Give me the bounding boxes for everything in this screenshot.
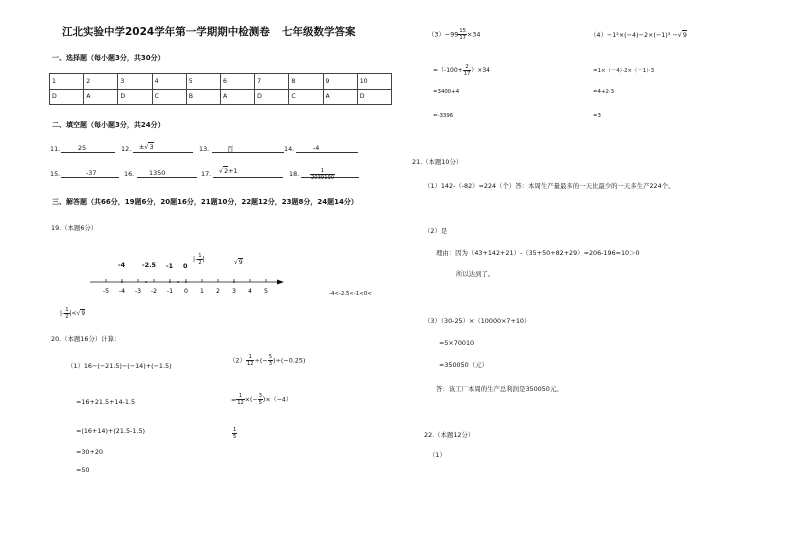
q20-p4-step: =1×（－4）·2×（－1）·3	[593, 68, 655, 74]
fraction-denominator: 2	[65, 314, 69, 320]
fraction-numerator: 15	[459, 28, 466, 34]
q20-p3-label: （3）−99	[428, 30, 459, 39]
fraction-numerator: 5	[268, 354, 272, 360]
fill-item-14-number: 14.	[284, 145, 295, 153]
q20-p2-label: （2）	[229, 356, 246, 365]
q21-p3-label: （3）（30-25）×（10000×7+10）	[424, 317, 531, 325]
q20-p3-step: =-3396	[433, 113, 454, 119]
q19-sqrt-compare	[60, 307, 85, 320]
fill-item-12-number: 12.	[121, 145, 132, 153]
fraction-denominator: 2	[198, 260, 202, 266]
answer-blank	[137, 177, 197, 178]
answer-table-number-row	[50, 74, 392, 90]
sqrt-symbol-icon: √	[677, 31, 682, 39]
sqrt-symbol-icon: √	[76, 310, 81, 317]
sqrt-symbol-icon: √	[144, 143, 149, 151]
number-line-tick-label: -2	[150, 288, 158, 295]
table-cell: D	[118, 89, 152, 105]
q22-p1-label: （1）	[429, 451, 446, 459]
q21-p3-answer: 答：该工厂本周的生产总利润是350050元。	[436, 385, 563, 393]
abs-open: |-	[193, 256, 198, 263]
q20-p1-step: =16+21.5+14-1.5	[76, 398, 136, 406]
table-cell: 2	[84, 74, 118, 90]
number-line-tick-label: -1	[166, 288, 174, 295]
radicand: 2	[224, 167, 229, 175]
fraction	[310, 168, 335, 181]
table-cell: 1	[50, 74, 84, 90]
answer-table-answer-row	[50, 89, 392, 105]
number-line-tick-label: -5	[102, 288, 110, 295]
fill-item-15-answer: -37	[86, 169, 97, 177]
section3-heading: 三、解答题（共66分，19题6分，20题16分，21题10分，22题12分，23题8分，24题14分）	[52, 198, 358, 206]
table-cell: D	[50, 89, 84, 105]
arrow-right-icon	[277, 280, 284, 285]
q22-heading: 22.（本题12分）	[424, 431, 475, 439]
fill-item-16-number: 16.	[124, 170, 135, 178]
answer-blank	[61, 177, 119, 178]
fraction-denominator: 17	[463, 71, 471, 77]
fraction	[232, 427, 237, 440]
q20-p1-step: =30+20	[76, 448, 103, 456]
q20-heading: 20.（本题16分）计算：	[51, 335, 121, 343]
fraction-numerator: 1	[233, 427, 237, 433]
answer-table	[49, 73, 392, 105]
fill-item-13-number: 13.	[199, 145, 210, 153]
expression-head: =（-100+	[433, 67, 463, 74]
fraction-denominator: 2039190	[311, 175, 335, 181]
q20-p2-step	[231, 393, 292, 406]
fill-item-18-number: 18.	[289, 170, 300, 178]
radicand: 9	[81, 310, 86, 317]
paren-open: (−	[259, 356, 268, 365]
sqrt-symbol-icon: √	[219, 167, 224, 175]
fraction-denominator: 5	[258, 400, 262, 406]
plus-minus-sign: ±	[139, 143, 145, 151]
abs-close: |<	[69, 310, 77, 317]
fill-item-16-answer: 1350	[149, 169, 166, 177]
q20-p4-step: =3	[593, 113, 601, 119]
fraction-denominator: 3	[268, 361, 272, 367]
expression-middle: ×(−	[244, 396, 258, 404]
fraction-numerator: 1	[236, 393, 245, 400]
q20-p4-expression	[590, 30, 687, 39]
table-cell: 8	[289, 74, 323, 90]
number-line-tick-label: 3	[232, 288, 236, 295]
number-line-tick-label: -3	[134, 288, 142, 295]
q21-p3-step: =350050（元）	[439, 361, 488, 369]
sqrt-symbol-icon: √	[234, 259, 238, 266]
equals: =	[231, 396, 237, 404]
table-cell: 9	[323, 74, 357, 90]
fraction	[463, 64, 472, 77]
q20-p1-step: =(16+14)+(21.5-1.5)	[76, 427, 145, 435]
fraction	[236, 393, 245, 406]
abs-open: |-	[60, 310, 65, 317]
answer-suffix: +1	[228, 167, 238, 175]
number-line	[90, 270, 285, 300]
fraction-denominator: 12	[237, 400, 244, 406]
number-line-point	[177, 281, 179, 283]
number-line-point	[185, 281, 187, 283]
expression-tail: ÷(−0.25)	[275, 356, 306, 365]
q20-p4-label: （4）−1²×(−4)−2×(−1)³ −	[590, 31, 678, 39]
table-cell: C	[289, 89, 323, 105]
table-cell: 6	[220, 74, 254, 90]
radicand: 9	[682, 31, 687, 39]
table-cell: D	[255, 89, 289, 105]
point-label: -1	[166, 262, 174, 270]
point-label: 0	[183, 262, 188, 270]
number-line-point	[121, 281, 123, 283]
table-cell: A	[323, 89, 357, 105]
fraction-numerator: 1	[65, 307, 69, 313]
radicand: 3	[149, 143, 154, 151]
section2-heading: 二、填空题（每小题3分，共24分）	[52, 121, 165, 129]
expression-tail: ）×34	[471, 67, 490, 74]
table-cell: 10	[357, 74, 391, 90]
fraction-denominator: 5	[233, 434, 237, 440]
fill-item-11-answer: 25	[78, 144, 87, 152]
radicand: 9	[238, 259, 243, 266]
answer-blank	[61, 152, 115, 153]
fraction	[458, 28, 467, 41]
q21-p2-label: （2）是	[424, 227, 448, 235]
q20-p1-label: （1）16−(−21.5)−(−14)+(−1.5)	[67, 362, 172, 370]
q21-p2-reason: 理由：因为（43+142+21）-（35+50+82+29）=206-196=10＞0	[436, 249, 640, 257]
fill-item-17-number: 17.	[201, 170, 212, 178]
q21-p2-conclusion: 所以达到了。	[456, 270, 495, 278]
fill-item-12-answer	[139, 143, 154, 151]
answer-blank	[296, 152, 358, 153]
fill-item-13-answer: 百	[227, 145, 234, 153]
expression-tail: ×34	[466, 30, 481, 39]
table-cell: B	[186, 89, 220, 105]
point-label: -2.5	[142, 261, 156, 269]
point-label-abs-half	[193, 253, 205, 266]
number-line-point	[169, 281, 171, 283]
fraction-denominator: 12	[246, 361, 254, 367]
table-cell: A	[220, 89, 254, 105]
q20-p2-result	[232, 423, 237, 442]
operator: ÷	[254, 356, 260, 365]
number-line-tick-label: -4	[118, 288, 126, 295]
number-line-point	[145, 281, 147, 283]
q20-p4-step: =4+2·3	[593, 89, 615, 95]
q19-heading: 19.（本题6分）	[51, 224, 98, 232]
fraction-numerator: 1	[198, 253, 202, 259]
q20-p3-step	[433, 64, 490, 77]
number-line-tick-label: 5	[264, 288, 268, 295]
fraction-denominator: 17	[459, 35, 466, 41]
abs-close: |	[202, 256, 205, 263]
number-line-tick-label: 4	[248, 288, 252, 295]
answer-blank	[133, 152, 193, 153]
paren-close: )	[273, 356, 276, 365]
answer-blank	[212, 152, 284, 153]
answer-blank	[213, 177, 283, 178]
q20-p3-expression	[428, 28, 480, 41]
table-cell: 5	[186, 74, 220, 90]
section1-heading: 一、选择题（每小题3分，共30分）	[52, 54, 165, 62]
point-label: -4	[118, 261, 126, 269]
table-cell: 7	[255, 74, 289, 90]
fill-item-17-answer	[219, 167, 238, 175]
number-line-point	[233, 281, 235, 283]
school-title: 江北实验中学2024学年第一学期期中检测卷	[62, 26, 270, 38]
q21-p3-step: =5×70010	[439, 339, 475, 347]
q20-p2-expression	[229, 354, 305, 367]
fraction-numerator: 3	[258, 393, 262, 399]
fraction-numerator: 2	[463, 64, 472, 71]
point-label-sqrt9	[234, 259, 243, 266]
table-cell: 4	[152, 74, 186, 90]
table-cell: D	[357, 89, 391, 105]
fraction-numerator: 1	[246, 354, 255, 361]
table-cell: C	[152, 89, 186, 105]
fill-item-18-answer	[310, 164, 335, 183]
q21-p1: （1）142-（-82）=224（个）答：本周生产量最多的一天比最少的一天多生产224个。	[424, 182, 675, 190]
fill-item-11-number: 11.	[50, 145, 61, 153]
number-line-tick-label: 2	[216, 288, 220, 295]
fill-item-14-answer: -4	[313, 144, 320, 152]
grade-title: 七年级数学答案	[282, 26, 356, 38]
number-line-tick-label: 0	[184, 288, 188, 295]
expression-tail: )×（−4）	[262, 396, 293, 404]
q20-p3-step: =3400+4	[433, 89, 460, 95]
q20-p1-step: =50	[76, 466, 90, 474]
table-cell: A	[84, 89, 118, 105]
table-cell: 3	[118, 74, 152, 90]
q19-ordering: -4<-2.5<-1<0<	[329, 291, 372, 297]
q21-heading: 21.（本题10分）	[412, 158, 463, 166]
fraction-numerator: 1	[310, 168, 335, 175]
fill-item-15-number: 15.	[50, 170, 61, 178]
number-line-tick-label: 1	[200, 288, 204, 295]
